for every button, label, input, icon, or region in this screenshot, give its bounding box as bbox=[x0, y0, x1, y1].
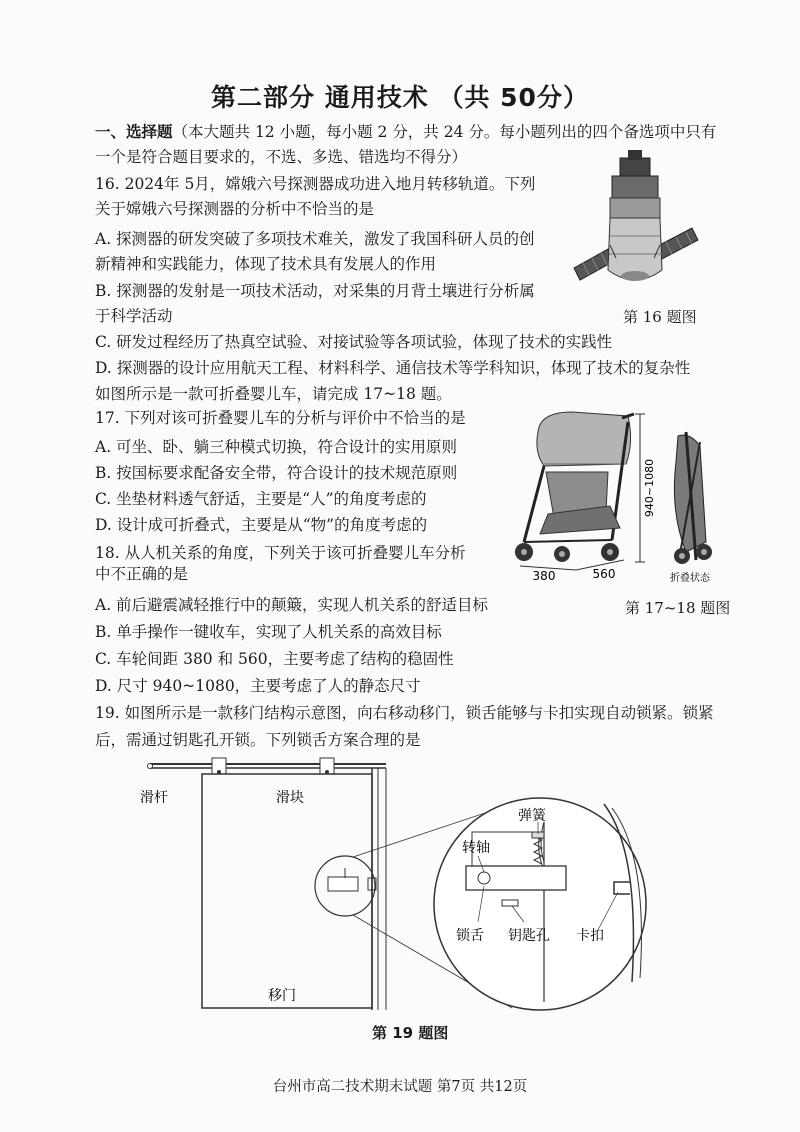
slider-label: 滑块 bbox=[276, 790, 304, 806]
stroller-figure bbox=[500, 402, 720, 592]
page-footer: 台州市高二技术期末试题 第7页 共12页 bbox=[272, 1079, 528, 1095]
q19-stem-2: 后，需通过钥匙孔开锁。下列锁舌方案合理的是 bbox=[95, 731, 421, 749]
q18-stem-2: 中不正确的是 bbox=[95, 565, 189, 583]
q17-option-b: B. 按国标要求配备安全带，符合设计的技术规范原则 bbox=[95, 464, 458, 482]
keyhole-label: 钥匙孔 bbox=[508, 928, 550, 944]
rod-label: 滑杆 bbox=[140, 790, 168, 806]
section-intro-text: （本大题共 12 小题，每小题 2 分，共 24 分。每小题列出的四个备选项中只有 bbox=[172, 123, 717, 141]
door-label: 移门 bbox=[268, 988, 296, 1004]
stroller-width-dimension-b: 560 bbox=[592, 567, 616, 581]
q17-18-figure-caption: 第 17~18 题图 bbox=[625, 599, 731, 617]
section-intro-line-1 bbox=[95, 122, 716, 142]
q18-option-c: C. 车轮间距 380 和 560，主要考虑了结构的稳固性 bbox=[95, 650, 454, 668]
q18-option-d: D. 尺寸 940~1080，主要考虑了人的静态尺寸 bbox=[95, 677, 421, 695]
stroller-height-dimension: 940~1080 bbox=[643, 458, 656, 518]
section-heading: 一、选择题 bbox=[95, 123, 173, 141]
folded-state-label: 折叠状态 bbox=[670, 573, 710, 584]
catch-label: 卡扣 bbox=[576, 928, 604, 944]
q17-stem: 17. 下列对该可折叠婴儿车的分析与评价中不恰当的是 bbox=[95, 409, 466, 427]
q16-stem-1: 16. 2024年 5月，嫦娥六号探测器成功进入地月转移轨道。下列 bbox=[95, 175, 536, 193]
q16-option-b-2: 于科学活动 bbox=[95, 307, 173, 325]
q16-option-c: C. 研发过程经历了热真空试验、对接试验等各项试验，体现了技术的实践性 bbox=[95, 333, 613, 351]
q16-option-a-2: 新精神和实践能力，体现了技术具有发展人的作用 bbox=[95, 255, 437, 273]
q17-18-intro: 如图所示是一款可折叠婴儿车，请完成 17~18 题。 bbox=[95, 385, 452, 403]
sliding-door-figure bbox=[140, 752, 700, 1014]
q19-stem-1: 19. 如图所示是一款移门结构示意图，向右移动移门，锁舌能够与卡扣实现自动锁紧。锁紧 bbox=[95, 704, 714, 722]
spring-label: 弹簧 bbox=[518, 808, 546, 824]
q16-stem-2: 关于嫦娥六号探测器的分析中不恰当的是 bbox=[95, 200, 375, 218]
q16-option-b-1: B. 探测器的发射是一项技术活动，对采集的月背土壤进行分析属 bbox=[95, 282, 535, 300]
section-intro-line-2: 一个是符合题目要求的，不选、多选、错选均不得分） bbox=[95, 148, 468, 166]
tongue-label: 锁舌 bbox=[456, 928, 484, 944]
q18-option-b: B. 单手操作一键收车，实现了人机关系的高效目标 bbox=[95, 623, 442, 641]
chang-e-6-probe-image bbox=[570, 150, 700, 300]
q17-option-a: A. 可坐、卧、躺三种模式切换，符合设计的实用原则 bbox=[95, 438, 458, 456]
q17-option-c: C. 坐垫材料透气舒适，主要是“人”的角度考虑的 bbox=[95, 490, 427, 508]
q17-option-d: D. 设计成可折叠式，主要是从“物”的角度考虑的 bbox=[95, 516, 428, 534]
q18-stem-1: 18. 从人机关系的角度，下列关于该可折叠婴儿车分析 bbox=[95, 544, 466, 562]
q16-figure-caption: 第 16 题图 bbox=[623, 308, 697, 326]
q19-figure-caption: 第 19 题图 bbox=[372, 1024, 449, 1042]
q18-option-a: A. 前后避震减轻推行中的颠簸，实现人机关系的舒适目标 bbox=[95, 596, 489, 614]
q16-option-a-1: A. 探测器的研发突破了多项技术难关，激发了我国科研人员的创 bbox=[95, 230, 535, 248]
pivot-label: 转轴 bbox=[462, 840, 490, 856]
page-title: 第二部分 通用技术 （共 50分） bbox=[211, 83, 589, 112]
stroller-width-dimension-a: 380 bbox=[532, 569, 556, 583]
q16-option-d: D. 探测器的设计应用航天工程、材料科学、通信技术等学科知识，体现了技术的复杂性 bbox=[95, 359, 691, 377]
